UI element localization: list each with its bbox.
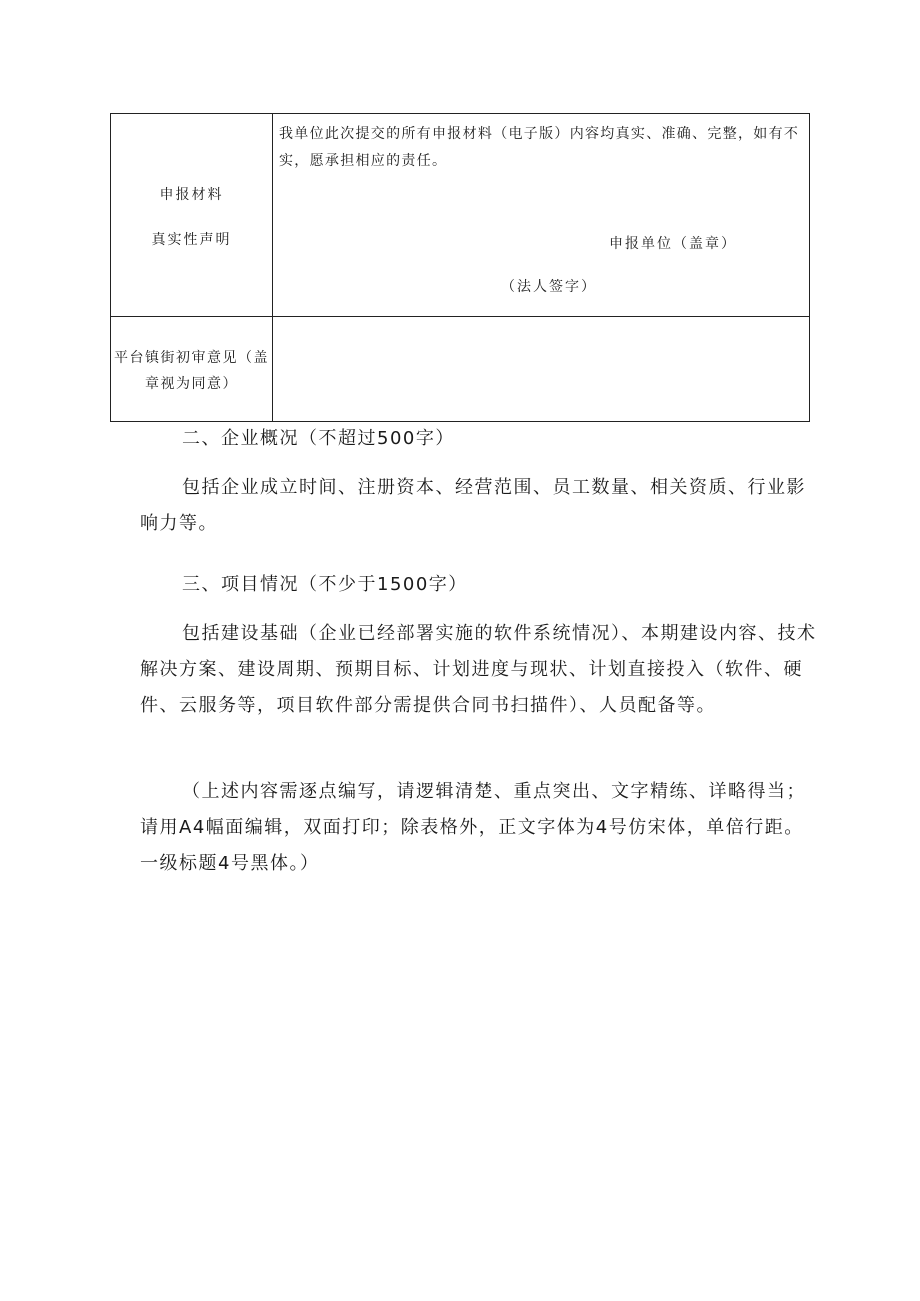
declaration-content-cell [273, 114, 810, 317]
declaration-label-cell [111, 114, 273, 317]
table-row [111, 317, 810, 422]
declaration-label-line1: 申报材料 [159, 187, 224, 203]
declaration-label-line2: 真实性声明 [151, 232, 232, 248]
section-2-body: 包括企业成立时间、注册资本、经营范围、员工数量、相关资质、行业影响力等。 [140, 477, 806, 534]
table-row [111, 114, 810, 317]
section-3-body: 包括建设基础（企业已经部署实施的软件系统情况）、本期建设内容、技术解决方案、建设周期、预期目标、计划进度与现状、计划直接投入（软件、硬件、云服务等，项目软件部分需提供合同书扫描件）、人员配备等。 [140, 623, 817, 716]
opinion-label: 平台镇街初审意见（盖章视为同意） [114, 350, 269, 392]
formatting-note: （上述内容需逐点编写，请逻辑清楚、重点突出、文字精练、详略得当；请用A4幅面编辑，双面打印；除表格外，正文字体为4号仿宋体，单倍行距。一级标题4号黑体。） [140, 781, 806, 874]
opinion-content-cell [273, 317, 810, 422]
declaration-table [110, 113, 810, 422]
declaration-unit-seal: 申报单位（盖章） [609, 236, 737, 252]
opinion-label-cell [111, 317, 273, 422]
declaration-legal-signature: （法人签字） [501, 279, 597, 295]
declaration-text: 我单位此次提交的所有申报材料（电子版）内容均真实、准确、完整，如有不实，愿承担相应的责任。 [279, 126, 800, 169]
section-2-heading: 二、企业概况（不超过500字） [182, 428, 455, 449]
section-3-heading: 三、项目情况（不少于1500字） [182, 574, 468, 595]
